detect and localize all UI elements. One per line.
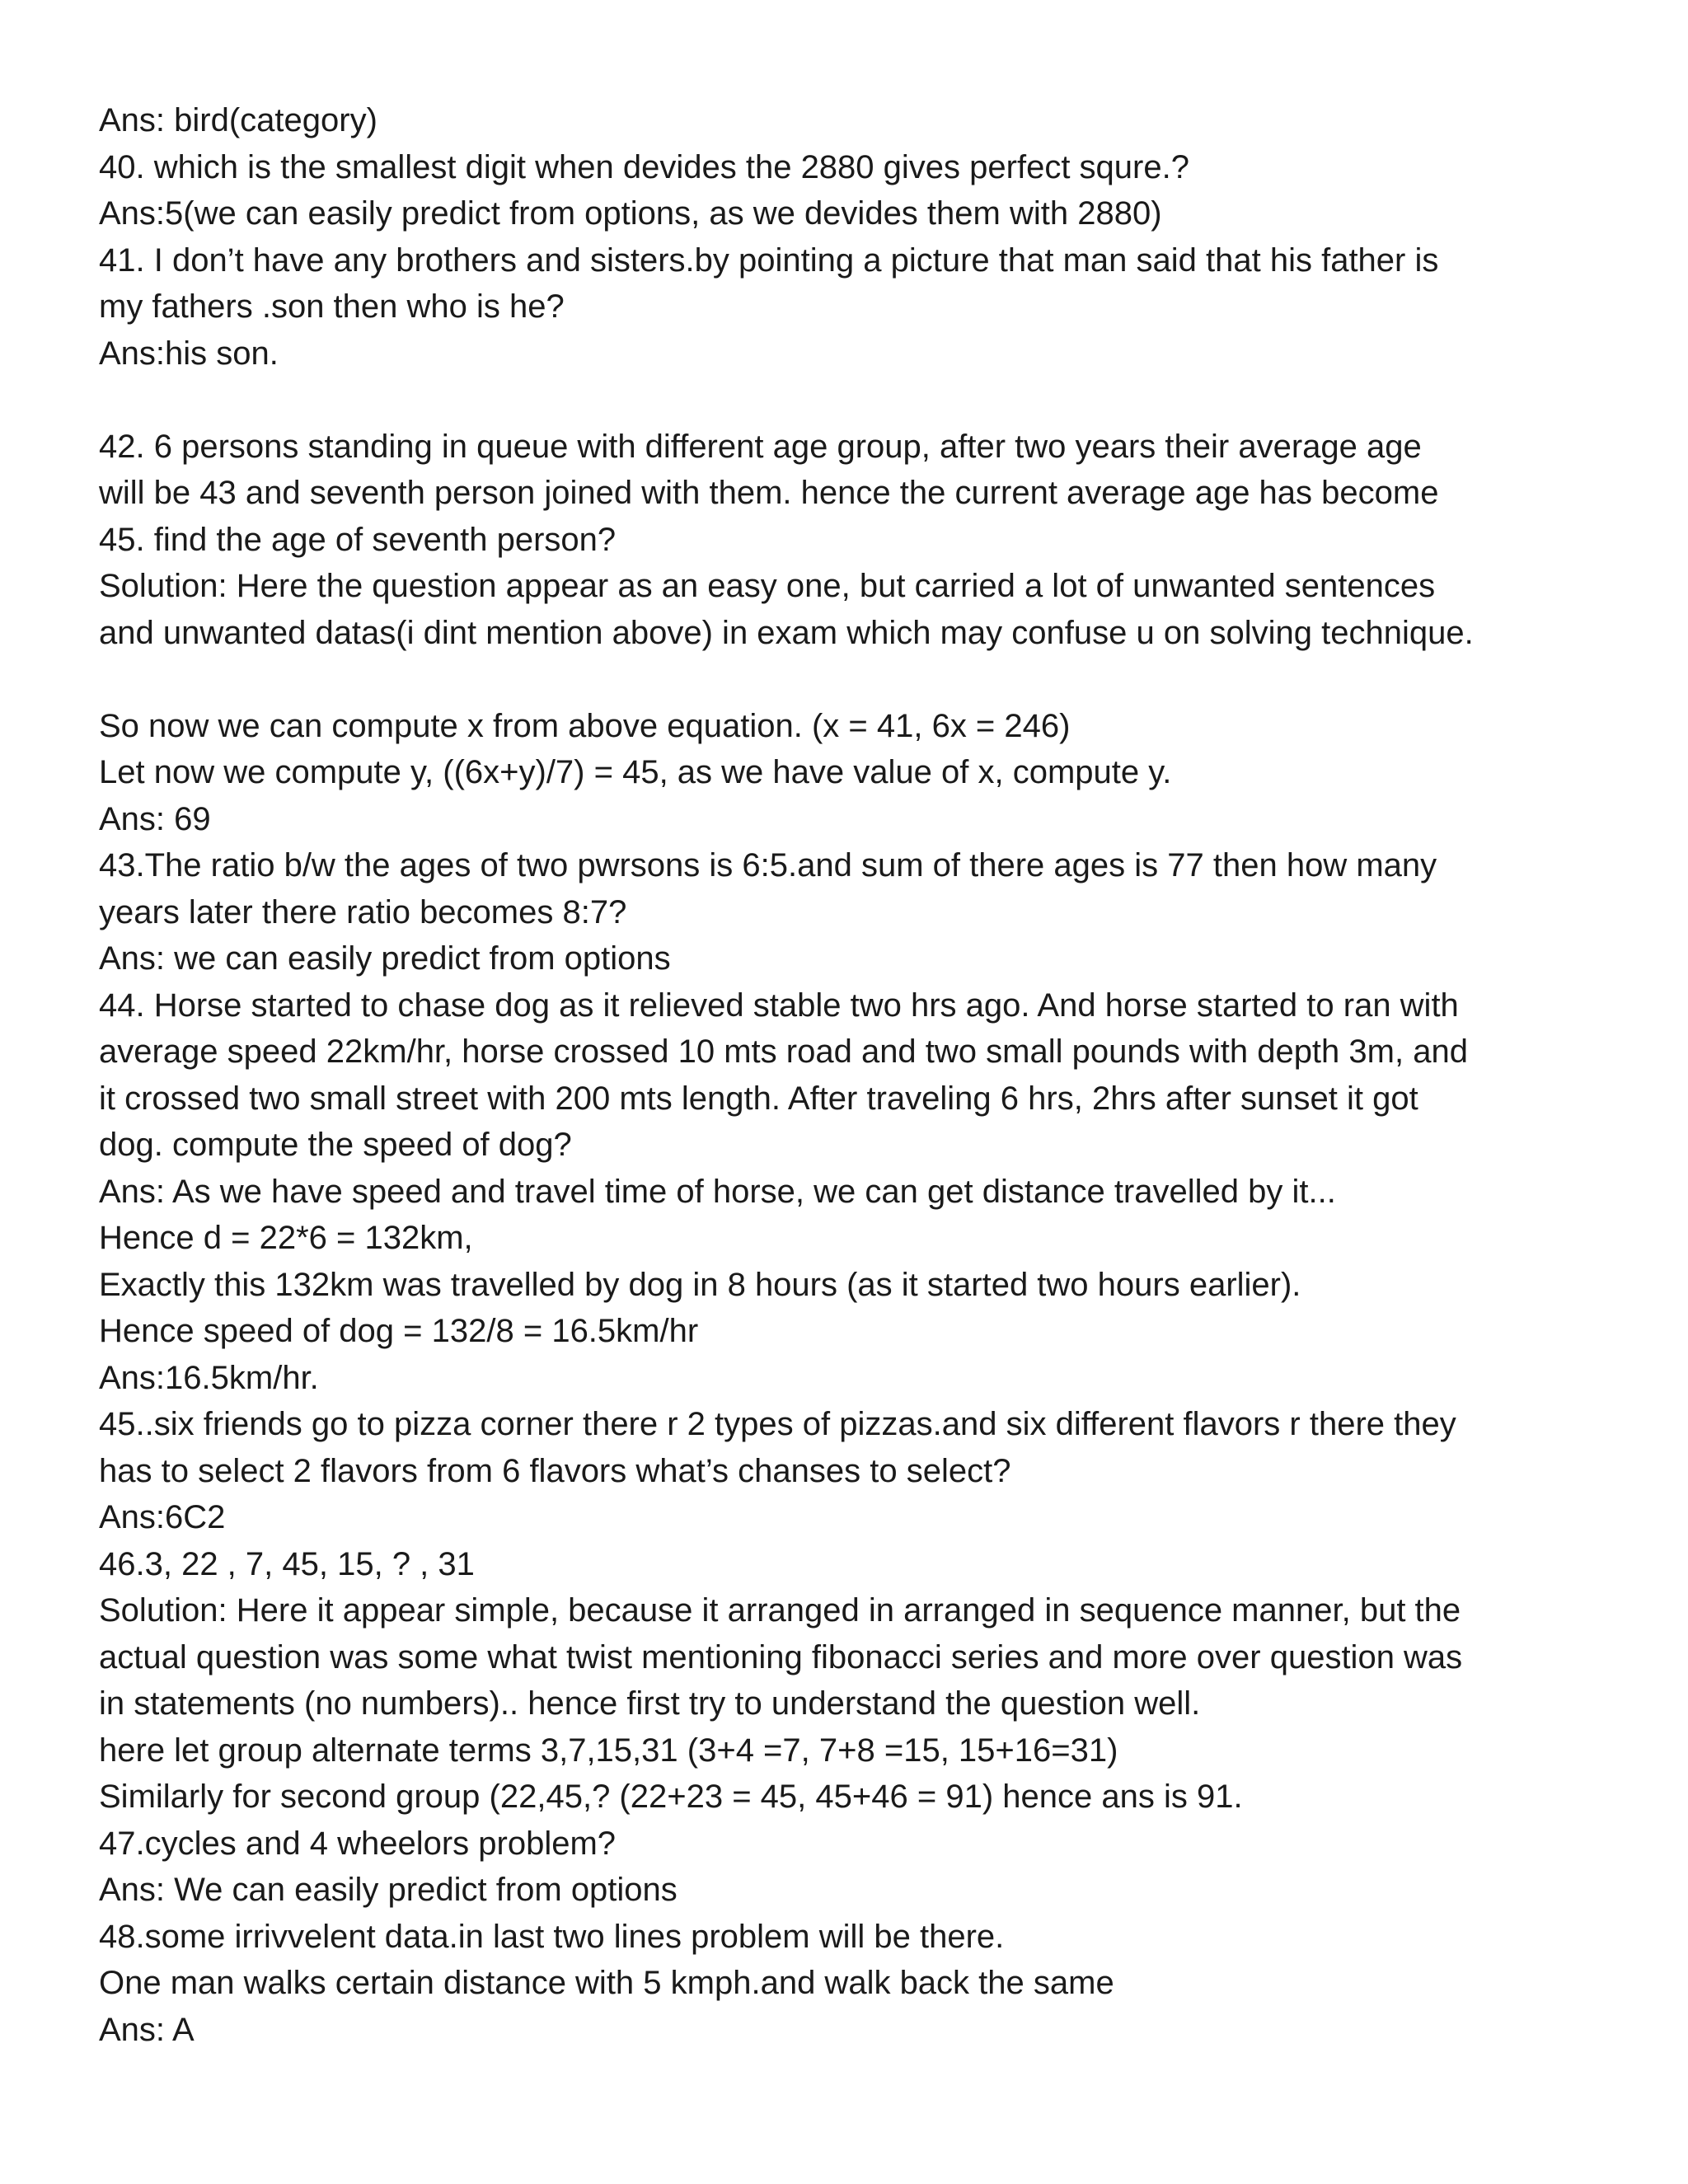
- question-46: 46.3, 22 , 7, 45, 15, ? , 31: [99, 1545, 475, 1582]
- answer-41: Ans:his son.: [99, 335, 279, 372]
- question-41-cont: my fathers .son then who is he?: [99, 288, 565, 325]
- answer-40: Ans:5(we can easily predict from options, as we devides them with 2880): [99, 195, 1162, 232]
- answer-48: Ans: A: [99, 2011, 195, 2048]
- answer-43: Ans: we can easily predict from options: [99, 940, 671, 977]
- question-42-cont: will be 43 and seventh person joined with them. hence the current average age has become: [99, 475, 1439, 511]
- answer-44: Ans: As we have speed and travel time of horse, we can get distance travelled by it...: [99, 1173, 1336, 1210]
- solution-46-step: Similarly for second group (22,45,? (22+23 = 45, 45+46 = 91) hence ans is 91.: [99, 1779, 1243, 1815]
- solution-42-step: So now we can compute x from above equation. (x = 41, 6x = 246): [99, 707, 1071, 744]
- answer-44-step: Hence speed of dog = 132/8 = 16.5km/hr: [99, 1313, 699, 1349]
- answer-44-step: Hence d = 22*6 = 132km,: [99, 1220, 473, 1256]
- question-43: 43.The ratio b/w the ages of two pwrsons is 6:5.and sum of there ages is 77 then how many: [99, 847, 1437, 883]
- question-42: 42. 6 persons standing in queue with different age group, after two years their average age: [99, 428, 1422, 465]
- question-43-cont: years later there ratio becomes 8:7?: [99, 893, 627, 930]
- solution-46-cont: in statements (no numbers).. hence first try to understand the question well.: [99, 1685, 1201, 1722]
- question-48: 48.some irrivvelent data.in last two lines problem will be there.: [99, 1918, 1005, 1955]
- question-45: 45..six friends go to pizza corner there r 2 types of pizzas.and six different flavors r there they: [99, 1406, 1456, 1442]
- blank-line: [99, 377, 1607, 424]
- question-41: 41. I don’t have any brothers and sisters.by pointing a picture that man said that his father is: [99, 241, 1439, 279]
- solution-42-cont: and unwanted datas(i dint mention above) in exam which may confuse u on solving technique.: [99, 614, 1474, 651]
- document-page: [99, 97, 1607, 2053]
- question-47: 47.cycles and 4 wheelors problem?: [99, 1825, 617, 1862]
- answer-44-step: Exactly this 132km was travelled by dog in 8 hours (as it started two hours earlier).: [99, 1266, 1301, 1303]
- answer-42: Ans: 69: [99, 800, 211, 837]
- solution-46: Solution: Here it appear simple, because it arranged in arranged in sequence manner, but the: [99, 1592, 1461, 1629]
- solution-46-step: here let group alternate terms 3,7,15,31 (3+4 =7, 7+8 =15, 15+16=31): [99, 1732, 1118, 1769]
- solution-46-cont: actual question was some what twist mentioning fibonacci series and more over question was: [99, 1638, 1463, 1675]
- answer-47: Ans: We can easily predict from options: [99, 1872, 678, 1908]
- question-44-cont: it crossed two small street with 200 mts length. After traveling 6 hrs, 2hrs after sunset it got: [99, 1080, 1418, 1117]
- question-44-cont: average speed 22km/hr, horse crossed 10 mts road and two small pounds with depth 3m, and: [99, 1033, 1468, 1070]
- blank-line: [99, 656, 1607, 703]
- solution-42: Solution: Here the question appear as an easy one, but carried a lot of unwanted sentences: [99, 568, 1436, 604]
- answer-45: Ans:6C2: [99, 1499, 226, 1535]
- solution-42-step: Let now we compute y, ((6x+y)/7) = 45, as we have value of x, compute y.: [99, 754, 1172, 790]
- question-44-cont: dog. compute the speed of dog?: [99, 1127, 572, 1163]
- answer-44-final: Ans:16.5km/hr.: [99, 1359, 319, 1396]
- text-line: Ans: bird(category): [99, 102, 377, 138]
- question-45-cont: has to select 2 flavors from 6 flavors what’s chanses to select?: [99, 1452, 1011, 1489]
- question-48-cont: One man walks certain distance with 5 kmph.and walk back the same: [99, 1965, 1114, 2001]
- question-40: 40. which is the smallest digit when devides the 2880 gives perfect squre.?: [99, 148, 1189, 185]
- question-44: 44. Horse started to chase dog as it relieved stable two hrs ago. And horse started to ran with: [99, 987, 1459, 1024]
- question-42-cont: 45. find the age of seventh person?: [99, 521, 617, 558]
